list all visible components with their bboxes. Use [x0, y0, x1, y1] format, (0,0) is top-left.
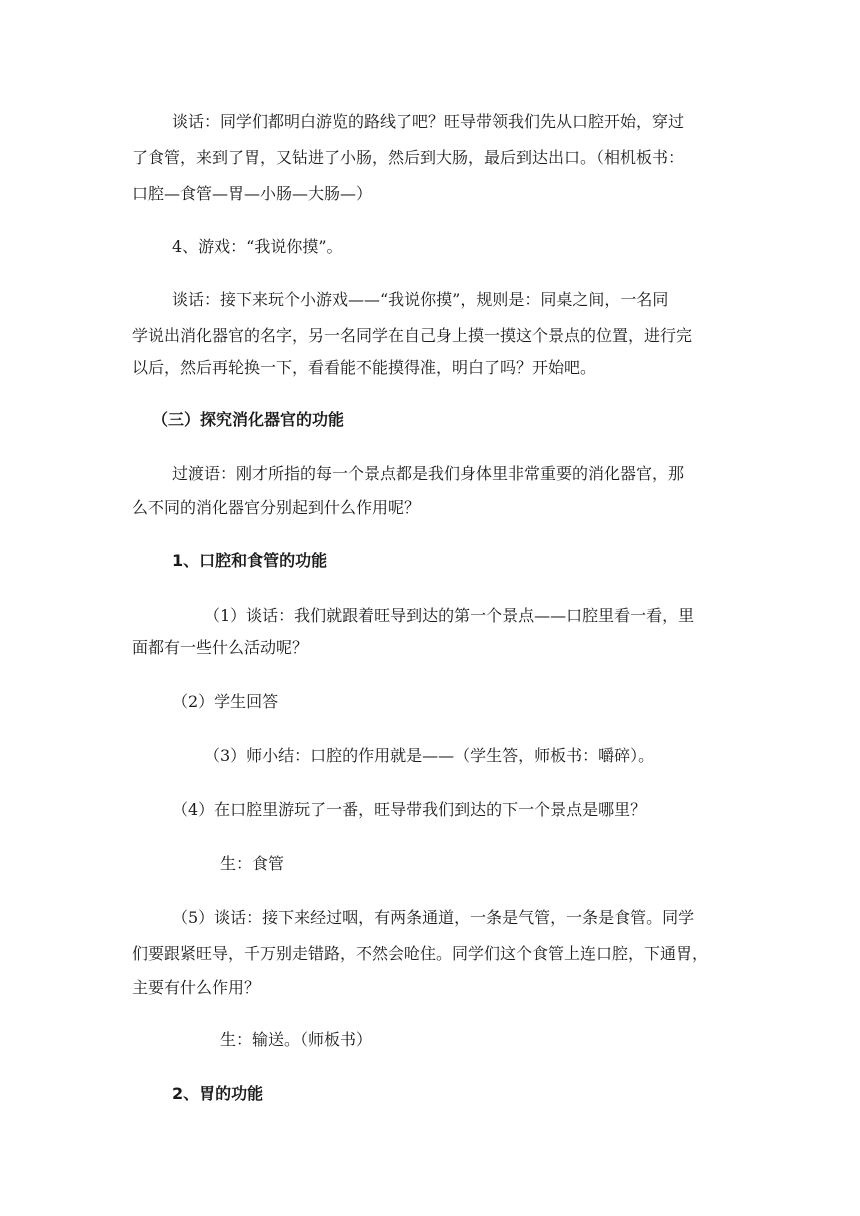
paragraph-line: 么不同的消化器官分别起到什么作用呢？	[132, 498, 421, 517]
list-item-line: 们要跟紧旺导，千万别走错路，不然会呛住。同学们这个食管上连口腔，下通胃，	[132, 944, 709, 963]
list-item: （4）在口腔里游玩了一番，旺导带我们到达的下一个景点是哪里？	[172, 800, 647, 819]
student-answer: 生：输送。（师板书）	[220, 1030, 373, 1049]
paragraph-line: 了食管，来到了胃，又钻进了小肠，然后到大肠，最后到达出口。（相机板书：	[132, 148, 685, 167]
paragraph-line: 过渡语：刚才所指的每一个景点都是我们身体里非常重要的消化器官，那	[172, 464, 685, 483]
subsection-heading: 2、胃的功能	[172, 1084, 264, 1103]
student-answer: 生：食管	[220, 854, 285, 873]
list-item-line: 主要有什么作用？	[132, 978, 261, 997]
list-item-line: （1）谈话：我们就跟着旺导到达的第一个景点——口腔里看一看，里	[204, 606, 695, 625]
paragraph-line: 口腔—食管—胃—小肠—大肠—）	[132, 184, 373, 203]
section-heading: （三）探究消化器官的功能	[152, 410, 345, 429]
paragraph-line: 谈话：接下来玩个小游戏——“我说你摸”，规则是：同桌之间，一名同	[172, 290, 669, 309]
step-heading: 4、游戏：“我说你摸”。	[172, 237, 343, 256]
list-item: （2）学生回答	[172, 692, 279, 711]
list-item: （3）师小结：口腔的作用就是——（学生答，师板书：嚼碎）。	[204, 746, 655, 765]
paragraph-line: 谈话：同学们都明白游览的路线了吧？旺导带领我们先从口腔开始，穿过	[172, 112, 685, 131]
list-item-line: （5）谈话：接下来经过咽，有两条通道，一条是气管，一条是食管。同学	[172, 908, 695, 927]
subsection-heading: 1、口腔和食管的功能	[172, 551, 328, 570]
paragraph-line: 学说出消化器官的名字，另一名同学在自己身上摸一摸这个景点的位置，进行完	[132, 326, 693, 345]
list-item-line: 面都有一些什么活动呢？	[132, 638, 309, 657]
paragraph-line: 以后，然后再轮换一下，看看能不能摸得准，明白了吗？开始吧。	[132, 358, 597, 377]
